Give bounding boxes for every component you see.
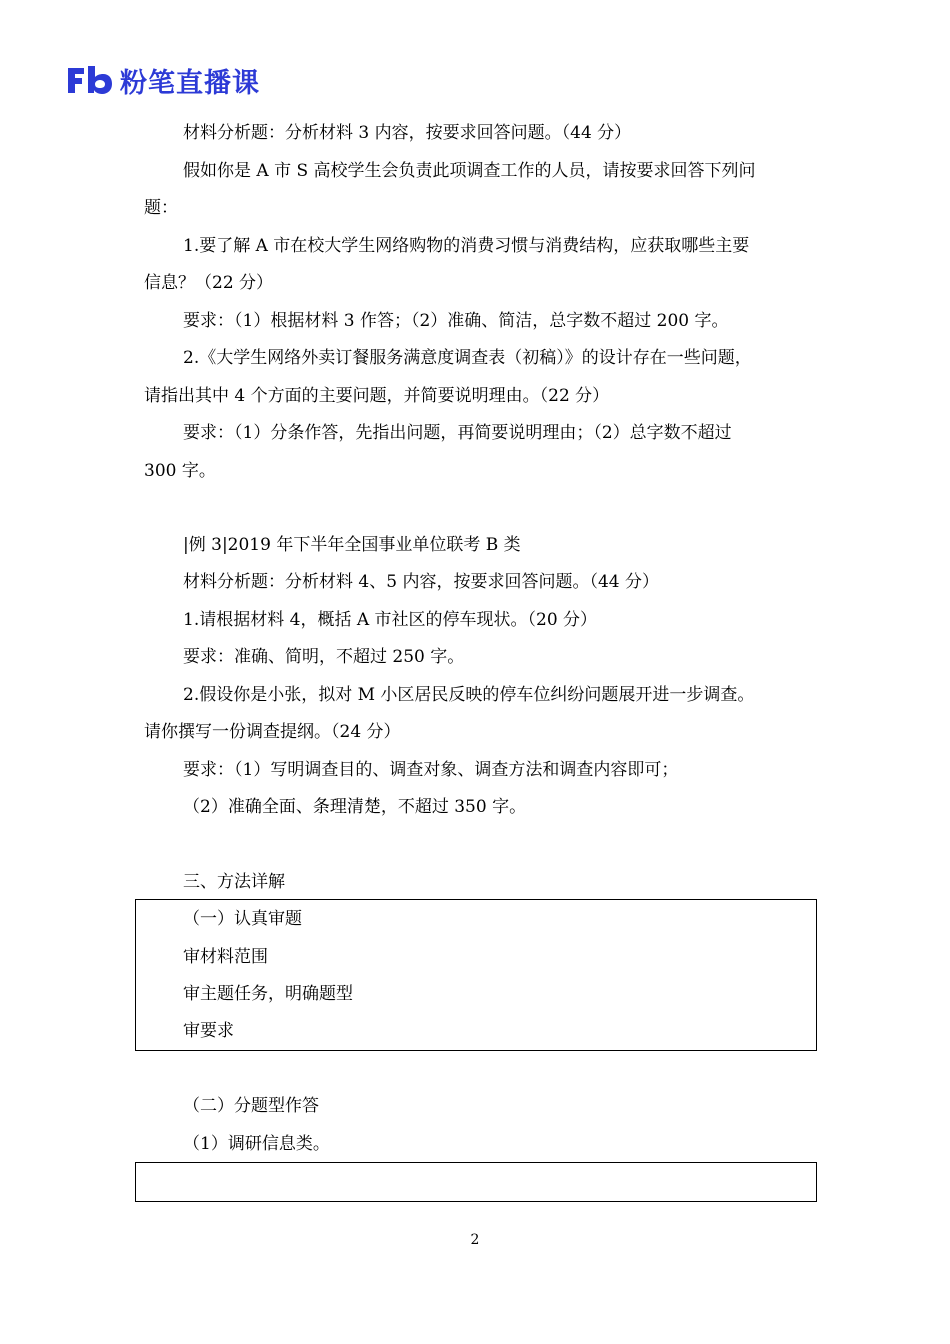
paragraph-line: 300 字。 [144,461,216,481]
paragraph-line: 材料分析题：分析材料 3 内容，按要求回答问题。（44 分） [183,123,632,143]
paragraph-line: 请指出其中 4 个方面的主要问题，并简要说明理由。（22 分） [144,386,610,406]
paragraph-line: 题： [144,198,178,218]
empty-box [135,1162,817,1202]
box-heading: （一）认真审题 [183,909,302,929]
brand-name: 粉笔直播课 [120,67,260,99]
paragraph-line: 要求：（1）写明调查目的、调查对象、调查方法和调查内容即可； [183,760,679,780]
paragraph-line: 1.请根据材料 4，概括 A 市社区的停车现状。（20 分） [183,610,598,630]
box-item: 审要求 [183,1021,234,1041]
box-item: 审材料范围 [183,947,268,967]
page-number: 2 [470,1232,480,1248]
fb-logo-icon [66,65,114,95]
paragraph-line: 材料分析题：分析材料 4、5 内容，按要求回答问题。（44 分） [183,572,659,592]
paragraph-line: 信息？（22 分） [144,273,274,293]
paragraph-line: 要求：（1）分条作答，先指出问题，再简要说明理由；（2）总字数不超过 [183,423,732,443]
paragraph-line: 要求：准确、简明，不超过 250 字。 [183,647,465,667]
paragraph-line: 2.假设你是小张，拟对 M 小区居民反映的停车位纠纷问题展开进一步调查。 [183,685,755,705]
example-heading: |例 3|2019 年下半年全国事业单位联考 B 类 [183,535,521,555]
paragraph-line: 假如你是 A 市 S 高校学生会负责此项调查工作的人员，请按要求回答下列问 [183,161,756,181]
section-heading: 三、方法详解 [183,872,285,892]
subsection-heading: （二）分题型作答 [183,1096,319,1116]
brand-logo [66,62,260,98]
subsection-item: （1）调研信息类。 [183,1134,330,1154]
paragraph-line: 要求：（1）根据材料 3 作答；（2）准确、简洁，总字数不超过 200 字。 [183,311,729,331]
box-item: 审主题任务，明确题型 [183,984,353,1004]
paragraph-line: 1.要了解 A 市在校大学生网络购物的消费习惯与消费结构，应获取哪些主要 [183,236,750,256]
paragraph-line: 2.《大学生网络外卖订餐服务满意度调查表（初稿）》的设计存在一些问题， [183,348,752,368]
paragraph-line: （2）准确全面、条理清楚，不超过 350 字。 [183,797,527,817]
paragraph-line: 请你撰写一份调查提纲。（24 分） [144,722,401,742]
